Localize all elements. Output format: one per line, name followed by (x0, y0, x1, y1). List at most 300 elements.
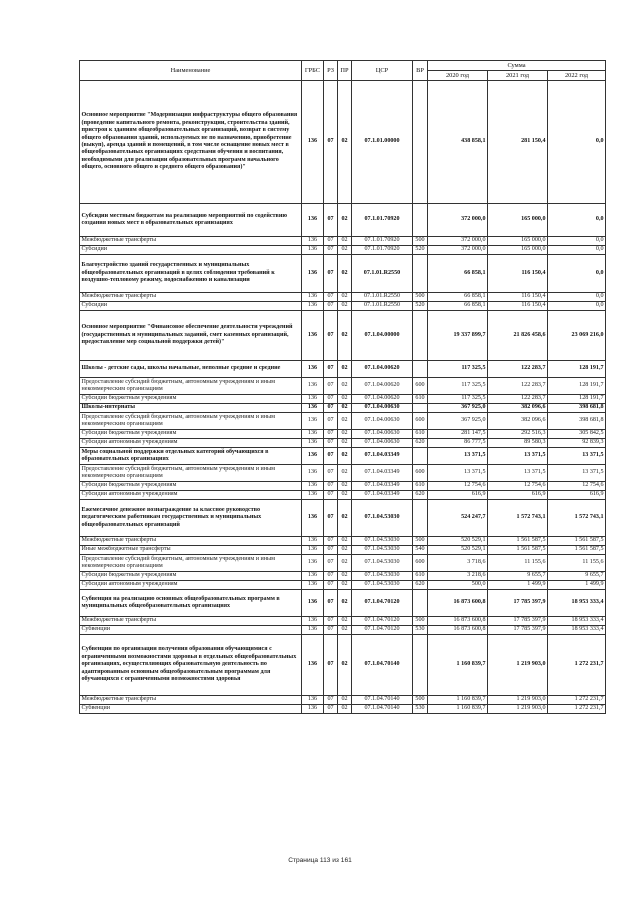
cell-csr: 07.1.04.00000 (352, 311, 413, 361)
cell-pr: 02 (338, 546, 352, 555)
cell-2021: 1 219 903,0 (488, 635, 548, 696)
cell-name: Основное мероприятие "Модернизация инфраструктуры общего образования (проведение капитального ремонта, реконструкции, строительства зданий, пристроя к зданиям общеобразовательных организаций, возврат в систему общего образования зданий, используемых не по назначению, приобретение (выкуп), аренда зданий и помещений, в том числе оснащение новых мест в общеобразовательных организациях средствами обучения и воспитания, необходимыми для реализации образовательных программ начального общего, основного общего и среднего общего образования)" (80, 81, 302, 204)
cell-pr: 02 (338, 361, 352, 378)
cell-grbs: 136 (302, 581, 324, 590)
cell-pr: 02 (338, 555, 352, 572)
cell-grbs: 136 (302, 546, 324, 555)
cell-name: Субвенция на реализацию основных общеобразовательных программ в муниципальных общеобразовательных организациях (80, 590, 302, 617)
cell-csr: 07.1.04.03349 (352, 491, 413, 500)
cell-2021: 122 283,7 (488, 395, 548, 404)
cell-grbs: 136 (302, 430, 324, 439)
cell-2022: 1 499,9 (548, 581, 606, 590)
budget-table-sheet (79, 60, 605, 714)
cell-grbs: 136 (302, 465, 324, 482)
cell-rz: 07 (324, 430, 338, 439)
cell-vr: 500 (413, 237, 428, 246)
cell-vr: 610 (413, 395, 428, 404)
cell-csr: 07.1.04.00630 (352, 413, 413, 430)
table-row (80, 555, 606, 572)
cell-pr: 02 (338, 500, 352, 537)
cell-2022: 1 561 587,5 (548, 537, 606, 546)
cell-2021: 89 580,3 (488, 439, 548, 448)
cell-rz: 07 (324, 590, 338, 617)
cell-rz: 07 (324, 696, 338, 705)
cell-csr: 07.1.01.70920 (352, 246, 413, 255)
cell-pr: 02 (338, 581, 352, 590)
cell-vr: 600 (413, 413, 428, 430)
cell-2020: 367 925,0 (428, 404, 488, 413)
cell-vr (413, 635, 428, 696)
cell-2020: 16 873 600,8 (428, 626, 488, 635)
budget-table (79, 60, 606, 714)
cell-2022: 23 069 216,0 (548, 311, 606, 361)
table-row (80, 361, 606, 378)
cell-2022: 0,0 (548, 246, 606, 255)
header-year-2020: 2020 год (428, 71, 488, 81)
cell-rz: 07 (324, 439, 338, 448)
cell-rz: 07 (324, 491, 338, 500)
cell-grbs: 136 (302, 293, 324, 302)
cell-csr: 07.1.04.00630 (352, 439, 413, 448)
cell-vr: 620 (413, 491, 428, 500)
cell-2021: 382 096,6 (488, 404, 548, 413)
cell-name: Субсидии автономным учреждениям (80, 439, 302, 448)
cell-2020: 19 337 899,7 (428, 311, 488, 361)
cell-2022: 1 572 743,1 (548, 500, 606, 537)
table-row (80, 465, 606, 482)
cell-2020: 12 754,6 (428, 482, 488, 491)
cell-rz: 07 (324, 361, 338, 378)
cell-2020: 3 218,6 (428, 572, 488, 581)
cell-vr (413, 590, 428, 617)
table-row (80, 626, 606, 635)
cell-csr: 07.1.01.R2550 (352, 293, 413, 302)
cell-2022: 398 681,8 (548, 404, 606, 413)
cell-vr (413, 500, 428, 537)
cell-csr: 07.1.04.70140 (352, 696, 413, 705)
cell-name: Субсидии местным бюджетам на реализацию мероприятий по содействию создания новых мест в образовательных организациях (80, 204, 302, 237)
cell-vr (413, 404, 428, 413)
cell-2021: 165 000,0 (488, 237, 548, 246)
cell-2020: 13 371,5 (428, 465, 488, 482)
cell-2020: 66 858,1 (428, 255, 488, 293)
cell-rz: 07 (324, 246, 338, 255)
cell-csr: 07.1.01.R2550 (352, 255, 413, 293)
cell-2021: 382 096,6 (488, 413, 548, 430)
cell-2022: 1 561 587,5 (548, 546, 606, 555)
cell-vr: 500 (413, 696, 428, 705)
cell-rz: 07 (324, 705, 338, 714)
cell-vr: 530 (413, 705, 428, 714)
cell-2020: 1 160 839,7 (428, 705, 488, 714)
table-row (80, 255, 606, 293)
cell-2020: 16 873 600,8 (428, 590, 488, 617)
cell-grbs: 136 (302, 246, 324, 255)
cell-2020: 367 925,0 (428, 413, 488, 430)
cell-2021: 13 371,5 (488, 465, 548, 482)
cell-2022: 18 953 333,4 (548, 617, 606, 626)
cell-2020: 13 371,5 (428, 448, 488, 465)
cell-grbs: 136 (302, 237, 324, 246)
cell-rz: 07 (324, 572, 338, 581)
cell-grbs: 136 (302, 204, 324, 237)
cell-pr: 02 (338, 395, 352, 404)
cell-name: Ежемесячное денежное вознаграждение за классное руководство педагогическим работникам государственных и муниципальных общеобразовательных организаций (80, 500, 302, 537)
cell-csr: 07.1.01.00000 (352, 81, 413, 204)
table-row (80, 572, 606, 581)
cell-2021: 281 150,4 (488, 81, 548, 204)
header-year-2022: 2022 год (548, 71, 606, 81)
cell-vr: 600 (413, 465, 428, 482)
cell-rz: 07 (324, 237, 338, 246)
cell-pr: 02 (338, 311, 352, 361)
cell-grbs: 136 (302, 395, 324, 404)
cell-pr: 02 (338, 255, 352, 293)
cell-rz: 07 (324, 555, 338, 572)
cell-2021: 116 150,4 (488, 293, 548, 302)
cell-2021: 17 785 397,9 (488, 590, 548, 617)
cell-vr: 500 (413, 537, 428, 546)
cell-2020: 372 000,0 (428, 237, 488, 246)
cell-csr: 07.1.04.00630 (352, 430, 413, 439)
cell-2022: 0,0 (548, 255, 606, 293)
cell-2021: 116 150,4 (488, 302, 548, 311)
header-pr: ПР (338, 61, 352, 81)
cell-name: Субсидии (80, 246, 302, 255)
cell-rz: 07 (324, 204, 338, 237)
cell-rz: 07 (324, 626, 338, 635)
table-row (80, 246, 606, 255)
cell-csr: 07.1.04.00630 (352, 404, 413, 413)
cell-name: Иные межбюджетные трансферты (80, 546, 302, 555)
table-row (80, 395, 606, 404)
cell-rz: 07 (324, 581, 338, 590)
cell-name: Межбюджетные трансферты (80, 537, 302, 546)
cell-csr: 07.1.04.03349 (352, 482, 413, 491)
table-row (80, 500, 606, 537)
cell-2020: 1 160 839,7 (428, 635, 488, 696)
table-row (80, 696, 606, 705)
cell-2022: 0,0 (548, 302, 606, 311)
cell-2021: 12 754,6 (488, 482, 548, 491)
cell-pr: 02 (338, 430, 352, 439)
cell-2021: 1 219 903,0 (488, 705, 548, 714)
cell-vr (413, 361, 428, 378)
cell-2020: 500,0 (428, 581, 488, 590)
cell-vr (413, 311, 428, 361)
cell-rz: 07 (324, 635, 338, 696)
cell-2020: 372 000,0 (428, 246, 488, 255)
cell-grbs: 136 (302, 696, 324, 705)
cell-grbs: 136 (302, 491, 324, 500)
table-row (80, 537, 606, 546)
cell-2022: 128 191,7 (548, 361, 606, 378)
cell-rz: 07 (324, 255, 338, 293)
cell-rz: 07 (324, 465, 338, 482)
cell-2021: 1 561 587,5 (488, 537, 548, 546)
cell-name: Субсидии бюджетным учреждениям (80, 430, 302, 439)
cell-grbs: 136 (302, 617, 324, 626)
cell-2021: 21 826 458,6 (488, 311, 548, 361)
table-row (80, 482, 606, 491)
cell-2022: 13 371,5 (548, 465, 606, 482)
cell-name: Межбюджетные трансферты (80, 617, 302, 626)
cell-pr: 02 (338, 378, 352, 395)
table-row (80, 581, 606, 590)
cell-name: Предоставление субсидий бюджетным, автономным учреждениям и иным некоммерческим организациям (80, 378, 302, 395)
cell-rz: 07 (324, 617, 338, 626)
cell-2021: 1 561 587,5 (488, 546, 548, 555)
cell-2020: 117 325,5 (428, 378, 488, 395)
table-row (80, 237, 606, 246)
table-row (80, 378, 606, 395)
table-row (80, 617, 606, 626)
header-grbs: ГРБС (302, 61, 324, 81)
cell-csr: 07.1.04.70120 (352, 617, 413, 626)
cell-grbs: 136 (302, 572, 324, 581)
cell-csr: 07.1.04.53030 (352, 537, 413, 546)
cell-vr (413, 204, 428, 237)
table-row (80, 439, 606, 448)
cell-2021: 1 572 743,1 (488, 500, 548, 537)
cell-csr: 07.1.01.R2550 (352, 302, 413, 311)
cell-grbs: 136 (302, 482, 324, 491)
cell-pr: 02 (338, 482, 352, 491)
cell-pr: 02 (338, 237, 352, 246)
table-row (80, 448, 606, 465)
page-number: Страница 113 из 161 (288, 857, 352, 864)
cell-vr: 610 (413, 430, 428, 439)
cell-vr: 520 (413, 246, 428, 255)
cell-rz: 07 (324, 395, 338, 404)
cell-csr: 07.1.04.53030 (352, 500, 413, 537)
header-year-2021: 2021 год (488, 71, 548, 81)
cell-vr: 500 (413, 617, 428, 626)
cell-csr: 07.1.04.53030 (352, 546, 413, 555)
table-body (80, 81, 606, 714)
cell-rz: 07 (324, 482, 338, 491)
cell-2020: 1 160 839,7 (428, 696, 488, 705)
cell-2022: 9 655,7 (548, 572, 606, 581)
cell-2021: 17 785 397,9 (488, 617, 548, 626)
cell-name: Предоставление субсидий бюджетным, автономным учреждениям и иным некоммерческим организациям (80, 555, 302, 572)
cell-2022: 0,0 (548, 204, 606, 237)
cell-2020: 520 529,1 (428, 537, 488, 546)
cell-name: Школы - детские сады, школы начальные, неполные средние и средние (80, 361, 302, 378)
cell-2022: 0,0 (548, 293, 606, 302)
cell-name: Предоставление субсидий бюджетным, автономным учреждениям и иным некоммерческим организациям (80, 413, 302, 430)
cell-grbs: 136 (302, 500, 324, 537)
cell-pr: 02 (338, 204, 352, 237)
cell-csr: 07.1.04.53030 (352, 581, 413, 590)
cell-rz: 07 (324, 413, 338, 430)
cell-vr: 530 (413, 626, 428, 635)
cell-2021: 292 516,3 (488, 430, 548, 439)
cell-2021: 1 219 903,0 (488, 696, 548, 705)
header-sum: Сумма (428, 61, 606, 71)
table-row (80, 311, 606, 361)
cell-grbs: 136 (302, 81, 324, 204)
cell-csr: 07.1.01.70920 (352, 237, 413, 246)
cell-2021: 122 283,7 (488, 378, 548, 395)
cell-2021: 165 000,0 (488, 246, 548, 255)
cell-pr: 02 (338, 448, 352, 465)
cell-grbs: 136 (302, 635, 324, 696)
cell-2020: 520 529,1 (428, 546, 488, 555)
cell-2021: 165 000,0 (488, 204, 548, 237)
cell-vr: 540 (413, 546, 428, 555)
cell-pr: 02 (338, 465, 352, 482)
cell-pr: 02 (338, 439, 352, 448)
cell-2020: 117 325,5 (428, 361, 488, 378)
cell-rz: 07 (324, 311, 338, 361)
cell-vr: 600 (413, 555, 428, 572)
cell-grbs: 136 (302, 413, 324, 430)
cell-2022: 11 155,6 (548, 555, 606, 572)
cell-2021: 122 283,7 (488, 361, 548, 378)
cell-name: Субсидии (80, 302, 302, 311)
cell-grbs: 136 (302, 302, 324, 311)
cell-csr: 07.1.04.70140 (352, 635, 413, 696)
cell-rz: 07 (324, 537, 338, 546)
cell-pr: 02 (338, 705, 352, 714)
cell-pr: 02 (338, 246, 352, 255)
header-rz: РЗ (324, 61, 338, 81)
cell-rz: 07 (324, 293, 338, 302)
cell-2022: 18 953 333,4 (548, 590, 606, 617)
cell-vr: 610 (413, 482, 428, 491)
cell-pr: 02 (338, 635, 352, 696)
table-row (80, 293, 606, 302)
table-row (80, 546, 606, 555)
cell-name: Межбюджетные трансферты (80, 696, 302, 705)
cell-grbs: 136 (302, 705, 324, 714)
cell-2020: 86 777,5 (428, 439, 488, 448)
table-row (80, 204, 606, 237)
table-row (80, 430, 606, 439)
cell-csr: 07.1.04.03349 (352, 465, 413, 482)
cell-2022: 1 272 231,7 (548, 705, 606, 714)
cell-2020: 281 147,5 (428, 430, 488, 439)
cell-2022: 0,0 (548, 237, 606, 246)
cell-name: Предоставление субсидий бюджетным, автономным учреждениям и иным некоммерческим организациям (80, 465, 302, 482)
cell-rz: 07 (324, 546, 338, 555)
cell-grbs: 136 (302, 361, 324, 378)
cell-csr: 07.1.04.03349 (352, 448, 413, 465)
cell-2020: 117 325,5 (428, 395, 488, 404)
cell-2022: 13 371,5 (548, 448, 606, 465)
table-row (80, 491, 606, 500)
header-name: Наименование (80, 61, 302, 81)
cell-name: Благоустройство зданий государственных и муниципальных общеобразовательных организаций в целях соблюдения требований к воздушно-тепловому режиму, водоснабжению и канализации (80, 255, 302, 293)
cell-2020: 616,9 (428, 491, 488, 500)
cell-pr: 02 (338, 81, 352, 204)
cell-vr: 620 (413, 439, 428, 448)
cell-csr: 07.1.04.00620 (352, 378, 413, 395)
cell-csr: 07.1.04.53030 (352, 555, 413, 572)
cell-grbs: 136 (302, 448, 324, 465)
cell-vr: 520 (413, 302, 428, 311)
cell-name: Субвенции (80, 705, 302, 714)
cell-grbs: 136 (302, 255, 324, 293)
cell-rz: 07 (324, 448, 338, 465)
cell-vr: 610 (413, 572, 428, 581)
cell-csr: 07.1.01.70920 (352, 204, 413, 237)
cell-2021: 116 150,4 (488, 255, 548, 293)
cell-name: Субвенции (80, 626, 302, 635)
cell-2020: 66 858,1 (428, 302, 488, 311)
cell-2020: 66 858,1 (428, 293, 488, 302)
cell-2022: 0,0 (548, 81, 606, 204)
cell-2022: 305 842,5 (548, 430, 606, 439)
cell-name: Меры социальной поддержки отдельных категорий обучающихся в образовательных организациях (80, 448, 302, 465)
cell-csr: 07.1.04.70120 (352, 590, 413, 617)
cell-grbs: 136 (302, 404, 324, 413)
cell-2020: 438 858,1 (428, 81, 488, 204)
cell-2021: 9 655,7 (488, 572, 548, 581)
cell-name: Субсидии автономным учреждениям (80, 581, 302, 590)
cell-name: Субсидии бюджетным учреждениям (80, 572, 302, 581)
cell-grbs: 136 (302, 555, 324, 572)
cell-name: Межбюджетные трансферты (80, 237, 302, 246)
table-row (80, 81, 606, 204)
cell-csr: 07.1.04.70120 (352, 626, 413, 635)
cell-vr: 600 (413, 378, 428, 395)
header-vr: ВР (413, 61, 428, 81)
cell-2022: 128 191,7 (548, 378, 606, 395)
cell-2022: 398 681,8 (548, 413, 606, 430)
cell-2021: 616,9 (488, 491, 548, 500)
cell-vr: 620 (413, 581, 428, 590)
cell-pr: 02 (338, 491, 352, 500)
cell-2021: 1 499,9 (488, 581, 548, 590)
cell-name: Школы-интернаты (80, 404, 302, 413)
cell-csr: 07.1.04.70140 (352, 705, 413, 714)
cell-grbs: 136 (302, 537, 324, 546)
cell-pr: 02 (338, 302, 352, 311)
cell-rz: 07 (324, 81, 338, 204)
cell-csr: 07.1.04.53030 (352, 572, 413, 581)
cell-rz: 07 (324, 404, 338, 413)
cell-rz: 07 (324, 302, 338, 311)
cell-2021: 17 785 397,9 (488, 626, 548, 635)
cell-csr: 07.1.04.00620 (352, 395, 413, 404)
cell-2022: 12 754,6 (548, 482, 606, 491)
cell-2021: 11 155,6 (488, 555, 548, 572)
cell-2021: 13 371,5 (488, 448, 548, 465)
cell-2022: 92 839,3 (548, 439, 606, 448)
cell-pr: 02 (338, 413, 352, 430)
cell-grbs: 136 (302, 439, 324, 448)
cell-2020: 3 718,6 (428, 555, 488, 572)
cell-csr: 07.1.04.00620 (352, 361, 413, 378)
table-row (80, 404, 606, 413)
cell-rz: 07 (324, 500, 338, 537)
cell-pr: 02 (338, 696, 352, 705)
cell-2020: 16 873 600,8 (428, 617, 488, 626)
cell-grbs: 136 (302, 626, 324, 635)
cell-grbs: 136 (302, 378, 324, 395)
cell-vr (413, 255, 428, 293)
cell-vr (413, 81, 428, 204)
cell-pr: 02 (338, 293, 352, 302)
cell-2022: 616,9 (548, 491, 606, 500)
cell-name: Субсидии автономным учреждениям (80, 491, 302, 500)
cell-2022: 18 953 333,4 (548, 626, 606, 635)
cell-2022: 1 272 231,7 (548, 635, 606, 696)
cell-2020: 372 000,0 (428, 204, 488, 237)
cell-rz: 07 (324, 378, 338, 395)
